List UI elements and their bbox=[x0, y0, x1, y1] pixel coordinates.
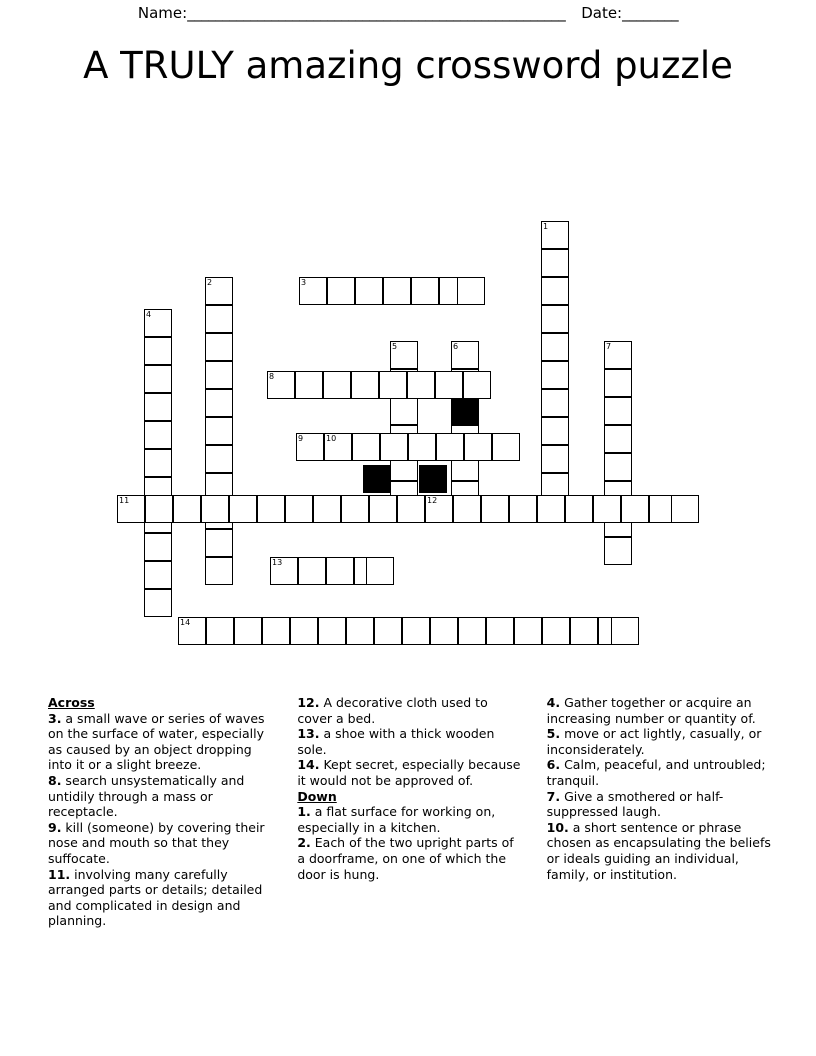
grid-cell[interactable] bbox=[374, 617, 402, 645]
grid-cell[interactable] bbox=[144, 337, 172, 365]
grid-cell[interactable] bbox=[541, 305, 569, 333]
grid-cell[interactable] bbox=[346, 617, 374, 645]
grid-cell[interactable] bbox=[285, 495, 313, 523]
grid-cell[interactable] bbox=[117, 495, 145, 523]
clue-item bbox=[297, 695, 522, 726]
clue-list-2 bbox=[297, 695, 522, 882]
across-heading: Across bbox=[48, 695, 95, 710]
clue-item bbox=[547, 757, 772, 788]
clue-text: a flat surface for working on, especially in a kitchen. bbox=[297, 804, 496, 835]
clue-number: 11. bbox=[48, 866, 71, 882]
clue-text: Gather together or acquire an increasing number or quantity of. bbox=[546, 695, 756, 726]
clue-number: 5. bbox=[546, 726, 561, 742]
grid-cell[interactable] bbox=[270, 557, 298, 585]
grid-cell[interactable] bbox=[145, 495, 173, 523]
clue-number: 6. bbox=[546, 757, 561, 773]
grid-cell[interactable] bbox=[327, 277, 355, 305]
grid-cell-number: 10 bbox=[326, 434, 337, 443]
grid-cell[interactable] bbox=[408, 433, 436, 461]
date-label: Date: bbox=[581, 4, 623, 22]
grid-cell[interactable] bbox=[351, 371, 379, 399]
grid-cell[interactable] bbox=[318, 617, 346, 645]
clues-column-3 bbox=[547, 695, 772, 929]
grid-cell[interactable] bbox=[611, 617, 639, 645]
grid-cell[interactable] bbox=[341, 495, 369, 523]
grid-cell[interactable] bbox=[604, 341, 632, 369]
clue-text: involving many carefully arranged parts or details; detailed and complicated in design and planning. bbox=[48, 866, 263, 929]
grid-cell[interactable] bbox=[541, 361, 569, 389]
grid-cell-number: 5 bbox=[392, 342, 398, 351]
grid-cell[interactable] bbox=[541, 445, 569, 473]
grid-cell[interactable] bbox=[205, 305, 233, 333]
clue-list-1 bbox=[48, 711, 273, 929]
grid-cell[interactable] bbox=[604, 397, 632, 425]
grid-cell[interactable] bbox=[425, 495, 453, 523]
grid-cell[interactable] bbox=[486, 617, 514, 645]
grid-cell[interactable] bbox=[313, 495, 341, 523]
grid-cell[interactable] bbox=[295, 371, 323, 399]
grid-cell[interactable] bbox=[541, 333, 569, 361]
grid-cell[interactable] bbox=[430, 617, 458, 645]
grid-cell[interactable] bbox=[541, 221, 569, 249]
grid-cell-number: 7 bbox=[606, 342, 612, 351]
clue-number: 3. bbox=[48, 710, 62, 726]
grid-cell[interactable] bbox=[205, 445, 233, 473]
grid-cell[interactable] bbox=[205, 361, 233, 389]
grid-cell[interactable] bbox=[593, 495, 621, 523]
grid-cell-blocked bbox=[363, 465, 391, 493]
page-title: A TRULY amazing crossword puzzle bbox=[83, 44, 733, 87]
grid-cell-number: 4 bbox=[146, 310, 152, 319]
grid-cell[interactable] bbox=[324, 433, 352, 461]
clue-text: Give a smothered or half-suppressed laugh. bbox=[546, 788, 724, 820]
clue-number: 2. bbox=[297, 835, 311, 851]
grid-cell-blocked bbox=[451, 397, 479, 425]
grid-cell[interactable] bbox=[144, 421, 172, 449]
grid-cell[interactable] bbox=[436, 433, 464, 461]
crossword-grid[interactable] bbox=[0, 113, 816, 627]
grid-cell[interactable] bbox=[366, 557, 394, 585]
clue-number: 8. bbox=[48, 772, 62, 788]
grid-cell[interactable] bbox=[463, 371, 491, 399]
clue-text: A decorative cloth used to cover a bed. bbox=[297, 695, 488, 726]
clue-text: a shoe with a thick wooden sole. bbox=[297, 726, 495, 757]
grid-cell[interactable] bbox=[234, 617, 262, 645]
clues-column-1 bbox=[48, 695, 273, 929]
grid-cell[interactable] bbox=[380, 433, 408, 461]
grid-cell[interactable] bbox=[453, 495, 481, 523]
grid-cell-number: 9 bbox=[298, 434, 304, 443]
clue-item bbox=[547, 820, 772, 882]
grid-cell[interactable] bbox=[383, 277, 411, 305]
grid-cell[interactable] bbox=[604, 425, 632, 453]
grid-cell[interactable] bbox=[435, 371, 463, 399]
grid-cell[interactable] bbox=[390, 341, 418, 369]
clue-text: search unsystematically and untidily through a mass or receptacle. bbox=[48, 772, 245, 820]
clue-text: a short sentence or phrase chosen as encapsulating the beliefs or ideals guiding an individual, family, or institution. bbox=[546, 819, 771, 882]
clue-text: Calm, peaceful, and untroubled; tranquil. bbox=[546, 757, 766, 788]
clue-number: 4. bbox=[546, 695, 561, 710]
clue-item bbox=[547, 726, 772, 757]
clue-number: 7. bbox=[546, 788, 561, 804]
clue-item bbox=[297, 726, 522, 757]
grid-cell-number: 2 bbox=[207, 278, 213, 287]
grid-cell[interactable] bbox=[397, 495, 425, 523]
grid-cell[interactable] bbox=[144, 449, 172, 477]
grid-cell[interactable] bbox=[541, 389, 569, 417]
clue-number: 9. bbox=[48, 819, 62, 835]
crossword-grid-container bbox=[0, 113, 816, 627]
clues-column-2 bbox=[297, 695, 522, 929]
clue-number: 1. bbox=[297, 804, 311, 820]
grid-cell[interactable] bbox=[411, 277, 439, 305]
grid-cell-number: 3 bbox=[301, 278, 307, 287]
name-date-header bbox=[0, 0, 816, 22]
grid-cell[interactable] bbox=[201, 495, 229, 523]
grid-cell[interactable] bbox=[178, 617, 206, 645]
grid-cell[interactable] bbox=[604, 369, 632, 397]
clue-item bbox=[297, 757, 522, 788]
grid-cell[interactable] bbox=[355, 277, 383, 305]
grid-cell[interactable] bbox=[570, 617, 598, 645]
grid-cell[interactable] bbox=[323, 371, 351, 399]
grid-cell[interactable] bbox=[290, 617, 318, 645]
grid-cell[interactable] bbox=[144, 589, 172, 617]
grid-cell[interactable] bbox=[352, 433, 380, 461]
clue-item bbox=[48, 711, 273, 773]
clue-text: Kept secret, especially because it would not be approved of. bbox=[297, 757, 521, 788]
date-blank-line: ________ bbox=[622, 4, 679, 22]
grid-cell[interactable] bbox=[509, 495, 537, 523]
clue-number: 13. bbox=[297, 726, 320, 742]
grid-cell[interactable] bbox=[537, 495, 565, 523]
grid-cell[interactable] bbox=[205, 277, 233, 305]
grid-cell[interactable] bbox=[205, 417, 233, 445]
grid-cell-number: 8 bbox=[269, 372, 275, 381]
grid-cell[interactable] bbox=[621, 495, 649, 523]
grid-cell[interactable] bbox=[296, 433, 324, 461]
grid-cell[interactable] bbox=[541, 277, 569, 305]
grid-cell-number: 6 bbox=[453, 342, 459, 351]
clue-item bbox=[297, 835, 522, 882]
grid-cell-number: 13 bbox=[272, 558, 283, 567]
grid-cell[interactable] bbox=[144, 533, 172, 561]
clues-section bbox=[48, 695, 772, 929]
grid-cell[interactable] bbox=[541, 417, 569, 445]
grid-cell[interactable] bbox=[205, 333, 233, 361]
grid-cell[interactable] bbox=[205, 389, 233, 417]
grid-cell[interactable] bbox=[457, 277, 485, 305]
grid-cell[interactable] bbox=[671, 495, 699, 523]
clue-text: Each of the two upright parts of a doorframe, on one of which the door is hung. bbox=[297, 835, 514, 882]
grid-cell[interactable] bbox=[492, 433, 520, 461]
grid-cell[interactable] bbox=[299, 277, 327, 305]
down-heading: Down bbox=[297, 788, 337, 804]
clue-text: a small wave or series of waves on the surface of water, especially as caused by an object dropping into it or a slight breeze. bbox=[48, 710, 265, 773]
grid-cell[interactable] bbox=[144, 365, 172, 393]
grid-cell[interactable] bbox=[390, 397, 418, 425]
grid-cell[interactable] bbox=[464, 433, 492, 461]
grid-cell[interactable] bbox=[229, 495, 257, 523]
grid-cell[interactable] bbox=[257, 495, 285, 523]
grid-cell[interactable] bbox=[144, 561, 172, 589]
grid-cell[interactable] bbox=[514, 617, 542, 645]
name-label: Name: bbox=[137, 4, 188, 22]
grid-cell[interactable] bbox=[144, 309, 172, 337]
grid-cell-number: 14 bbox=[180, 618, 191, 627]
grid-cell[interactable] bbox=[604, 453, 632, 481]
clue-item bbox=[547, 695, 772, 726]
clue-item bbox=[48, 773, 273, 820]
grid-cell[interactable] bbox=[298, 557, 326, 585]
grid-cell[interactable] bbox=[458, 617, 486, 645]
clue-item bbox=[48, 867, 273, 929]
grid-cell[interactable] bbox=[205, 557, 233, 585]
grid-cell[interactable] bbox=[326, 557, 354, 585]
grid-cell[interactable] bbox=[402, 617, 430, 645]
clue-text: move or act lightly, casually, or inconsiderately. bbox=[546, 726, 762, 757]
clue-text: kill (someone) by covering their nose and mouth so that they suffocate. bbox=[48, 819, 265, 866]
grid-cell[interactable] bbox=[262, 617, 290, 645]
grid-cell[interactable] bbox=[565, 495, 593, 523]
grid-cell[interactable] bbox=[541, 249, 569, 277]
grid-cell-number: 1 bbox=[543, 222, 549, 231]
grid-cell[interactable] bbox=[451, 341, 479, 369]
grid-cell[interactable] bbox=[481, 495, 509, 523]
clue-item bbox=[297, 804, 522, 835]
grid-cell[interactable] bbox=[604, 537, 632, 565]
grid-cell[interactable] bbox=[206, 617, 234, 645]
name-blank-line: ______________________________________________________ bbox=[187, 4, 566, 22]
grid-cell[interactable] bbox=[407, 371, 435, 399]
grid-cell[interactable] bbox=[369, 495, 397, 523]
grid-cell[interactable] bbox=[205, 529, 233, 557]
grid-cell[interactable] bbox=[267, 371, 295, 399]
clue-item bbox=[547, 789, 772, 820]
clue-number: 14. bbox=[297, 757, 320, 773]
clue-item bbox=[48, 820, 273, 867]
grid-cell[interactable] bbox=[173, 495, 201, 523]
clue-number: 12. bbox=[297, 695, 320, 710]
grid-cell-number: 12 bbox=[427, 496, 438, 505]
clue-list-3 bbox=[547, 695, 772, 882]
grid-cell[interactable] bbox=[144, 393, 172, 421]
clue-number: 10. bbox=[546, 819, 569, 835]
grid-cell[interactable] bbox=[542, 617, 570, 645]
grid-cell-number: 11 bbox=[119, 496, 130, 505]
grid-cell[interactable] bbox=[379, 371, 407, 399]
grid-cell-blocked bbox=[419, 465, 447, 493]
